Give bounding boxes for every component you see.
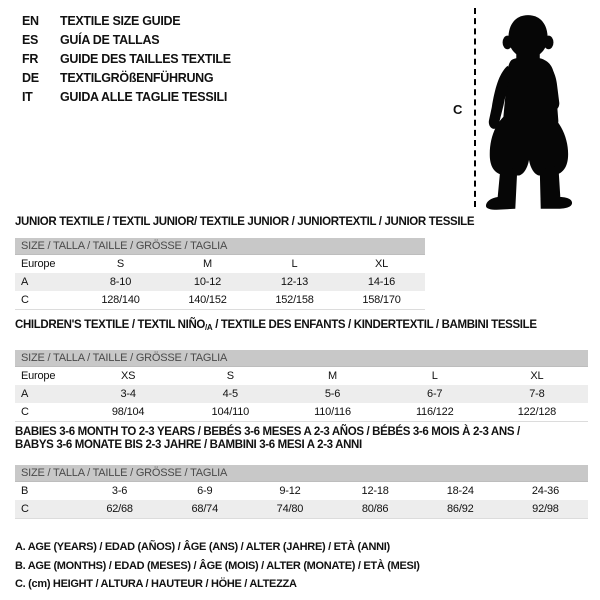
language-title-block bbox=[22, 12, 231, 107]
table-cell: M bbox=[203, 258, 212, 270]
table-row bbox=[15, 403, 588, 421]
language-code: ES bbox=[22, 33, 39, 47]
height-measure-dashed-line bbox=[474, 8, 476, 207]
table-row bbox=[15, 273, 425, 291]
table-cell: 6-7 bbox=[427, 388, 443, 400]
table-row bbox=[15, 255, 425, 273]
row-label: B bbox=[21, 485, 29, 497]
table-cell: 110/116 bbox=[314, 406, 351, 418]
table-title-pre: CHILDREN'S TEXTILE / TEXTIL NIÑO bbox=[15, 319, 206, 331]
language-code: EN bbox=[22, 14, 39, 28]
table-title-post: / TEXTILE DES ENFANTS / KINDERTEXTIL / BAMBINI TESSILE bbox=[212, 319, 537, 331]
table-cell: XS bbox=[120, 370, 136, 382]
footnote-a: A. AGE (YEARS) / EDAD (AÑOS) / ÂGE (ANS) / ALTER (JAHRE) / ETÀ (ANNI) bbox=[15, 541, 390, 553]
row-label: A bbox=[21, 276, 29, 288]
size-table-children bbox=[15, 319, 588, 422]
table-row bbox=[15, 500, 588, 518]
table-row bbox=[15, 367, 588, 385]
size-header-bar: SIZE / TALLA / TAILLE / GRÖSSE / TAGLIA bbox=[15, 238, 425, 255]
table-title bbox=[15, 319, 588, 334]
language-code: DE bbox=[22, 71, 39, 85]
table-cell: L bbox=[291, 258, 298, 270]
table-cell: 140/152 bbox=[188, 294, 227, 306]
table-cell: 12-13 bbox=[280, 276, 309, 288]
table-cell: 18-24 bbox=[446, 485, 474, 497]
height-measure-label: C bbox=[453, 102, 463, 117]
table-cell: 152/158 bbox=[275, 294, 314, 306]
row-label: Europe bbox=[21, 258, 56, 270]
table-cell: 158/170 bbox=[362, 294, 401, 306]
row-label: A bbox=[21, 388, 29, 400]
language-row-de bbox=[22, 69, 231, 88]
table-title: JUNIOR TEXTILE / TEXTIL JUNIOR/ TEXTILE JUNIOR / JUNIORTEXTIL / JUNIOR TESSILE bbox=[15, 216, 475, 228]
table-cell: 12-18 bbox=[361, 485, 389, 497]
table-cell: 104/110 bbox=[211, 406, 250, 418]
table-row bbox=[15, 385, 588, 403]
table-cell: 3-4 bbox=[120, 388, 136, 400]
language-row-fr bbox=[22, 50, 231, 69]
table-cell: 4-5 bbox=[222, 388, 238, 400]
table-cell: 5-6 bbox=[324, 388, 341, 400]
table-cell: 7-8 bbox=[529, 388, 545, 400]
language-text: GUIDE DES TAILLES TEXTILE bbox=[60, 52, 231, 66]
table-cell: L bbox=[431, 370, 438, 382]
table-title-line2: BABYS 3-6 MONATE BIS 2-3 JAHRE / BAMBINI 3-6 MESI A 2-3 ANNI bbox=[15, 439, 362, 451]
row-label: C bbox=[21, 406, 29, 418]
table-cell: 122/128 bbox=[517, 406, 557, 418]
size-header-bar: SIZE / TALLA / TAILLE / GRÖSSE / TAGLIA bbox=[15, 350, 588, 367]
size-table-babies bbox=[15, 426, 588, 519]
table-cell: 62/68 bbox=[106, 503, 133, 515]
table-cell: M bbox=[328, 370, 337, 382]
table-rows bbox=[15, 482, 588, 519]
table-title-line1: BABIES 3-6 MONTH TO 2-3 YEARS / BEBÉS 3-6 MESES A 2-3 AÑOS / BÉBÉS 3-6 MOIS À 2-3 ANS / bbox=[15, 426, 520, 438]
table-rows bbox=[15, 367, 588, 422]
language-text: TEXTILE SIZE GUIDE bbox=[60, 14, 181, 28]
table-cell: 68/74 bbox=[191, 503, 219, 515]
language-text: GUIDA ALLE TAGLIE TESSILI bbox=[60, 90, 228, 104]
table-cell: 3-6 bbox=[111, 485, 128, 497]
table-cell: 86/92 bbox=[447, 503, 474, 515]
table-cell: 92/98 bbox=[532, 503, 559, 515]
table-cell: 128/140 bbox=[101, 294, 140, 306]
language-code: FR bbox=[22, 52, 39, 66]
size-table-junior bbox=[15, 216, 475, 310]
footnote-legend bbox=[15, 538, 420, 594]
table-cell: 10-12 bbox=[193, 276, 222, 288]
baby-silhouette-icon bbox=[484, 5, 574, 211]
table-cell: 6-9 bbox=[197, 485, 213, 497]
table-cell: 14-16 bbox=[367, 276, 396, 288]
row-label: Europe bbox=[21, 370, 56, 382]
table-cell: XL bbox=[374, 258, 389, 270]
language-row-it bbox=[22, 88, 231, 107]
table-cell: S bbox=[226, 370, 234, 382]
table-rows bbox=[15, 255, 425, 310]
table-title bbox=[15, 426, 588, 452]
table-cell: XL bbox=[530, 370, 544, 382]
table-cell: 8-10 bbox=[109, 276, 132, 288]
row-label: C bbox=[21, 503, 29, 515]
size-header-bar: SIZE / TALLA / TAILLE / GRÖSSE / TAGLIA bbox=[15, 465, 588, 482]
language-row-en bbox=[22, 12, 231, 31]
table-cell: 116/122 bbox=[415, 406, 454, 418]
language-row-es bbox=[22, 31, 231, 50]
table-row bbox=[15, 291, 425, 309]
table-cell: 74/80 bbox=[276, 503, 304, 515]
table-cell: 80/86 bbox=[361, 503, 389, 515]
table-title-subscript: /A bbox=[205, 323, 213, 332]
row-label: C bbox=[21, 294, 29, 306]
footnote-b: B. AGE (MONTHS) / EDAD (MESES) / ÂGE (MOIS) / ALTER (MONATE) / ETÀ (MESI) bbox=[15, 559, 420, 572]
table-cell: 98/104 bbox=[111, 406, 145, 418]
language-code: IT bbox=[22, 90, 33, 104]
table-cell: 24-36 bbox=[531, 485, 560, 497]
footnote-c: C. (cm) HEIGHT / ALTURA / HAUTEUR / HÖHE / ALTEZZA bbox=[15, 578, 297, 590]
language-text: GUÍA DE TALLAS bbox=[60, 33, 160, 47]
table-row bbox=[15, 482, 588, 500]
table-cell: 9-12 bbox=[279, 485, 301, 497]
language-text: TEXTILGRÖßENFÜHRUNG bbox=[60, 71, 214, 85]
table-cell: S bbox=[116, 258, 125, 270]
